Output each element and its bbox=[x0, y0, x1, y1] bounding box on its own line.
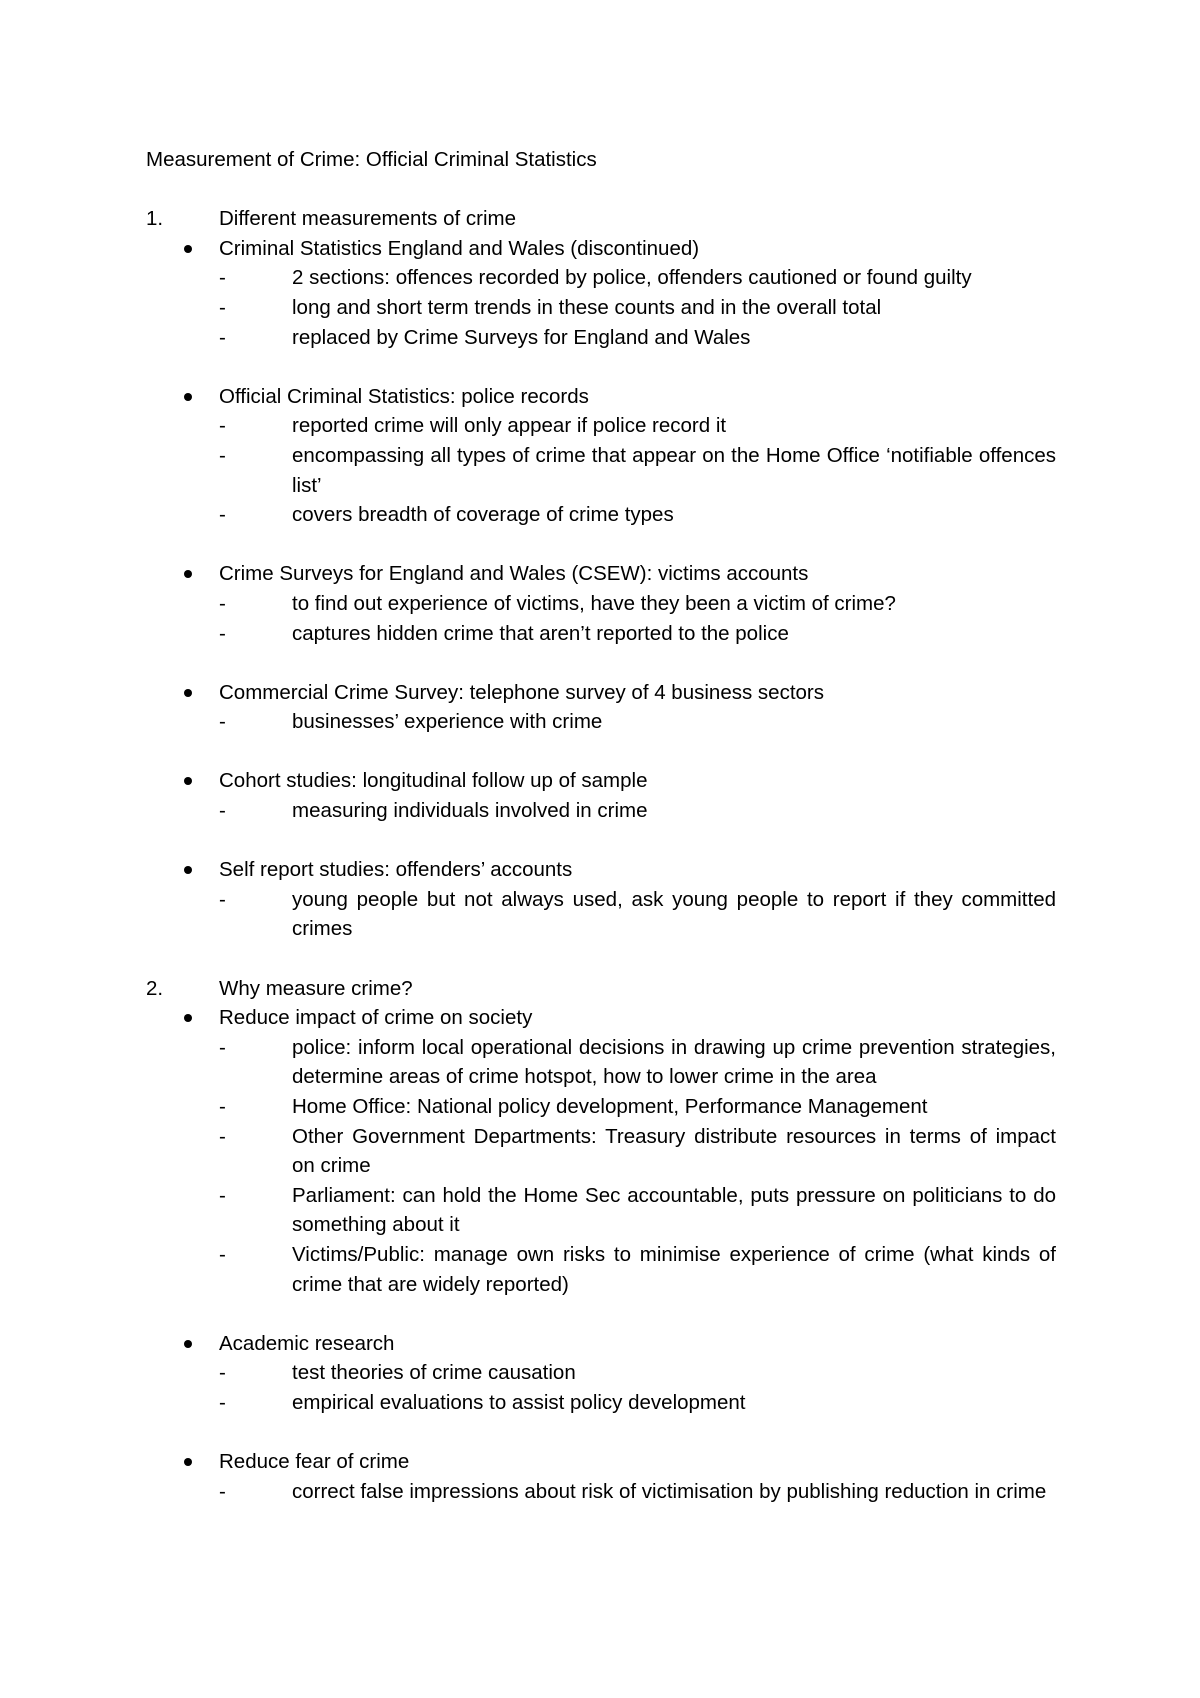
dash-icon: - bbox=[219, 1183, 226, 1207]
sub-item-text: empirical evaluations to assist policy development bbox=[292, 1390, 746, 1414]
dash-icon: - bbox=[219, 621, 226, 645]
bullet-icon bbox=[184, 393, 192, 401]
bullet-icon bbox=[184, 1340, 192, 1348]
dash-icon: - bbox=[219, 1242, 226, 1266]
sub-item bbox=[146, 1122, 1056, 1181]
sub-item-text: Parliament: can hold the Home Sec accountable, puts pressure on politicians to do something about it bbox=[292, 1183, 1056, 1237]
bullet-text: Crime Surveys for England and Wales (CSEW): victims accounts bbox=[219, 562, 809, 586]
dash-icon: - bbox=[219, 1479, 226, 1503]
sub-item bbox=[146, 263, 1056, 293]
section-number: 2. bbox=[146, 976, 164, 1000]
document-title: Measurement of Crime: Official Criminal Statistics bbox=[146, 148, 597, 171]
section-1 bbox=[146, 204, 1056, 944]
sub-item-text: young people but not always used, ask young people to report if they committed crimes bbox=[292, 887, 1056, 941]
bullet-group bbox=[146, 766, 1056, 825]
sub-item bbox=[146, 1092, 1056, 1122]
sub-item-text: test theories of crime causation bbox=[292, 1361, 576, 1385]
bullet-group bbox=[146, 1329, 1056, 1418]
bullet-icon bbox=[184, 570, 192, 578]
section-heading bbox=[146, 204, 1056, 234]
sub-item bbox=[146, 323, 1056, 353]
bullet-icon bbox=[184, 1458, 192, 1466]
sub-item bbox=[146, 1033, 1056, 1092]
bullet-text: Self report studies: offenders’ accounts bbox=[219, 858, 573, 882]
sub-item bbox=[146, 619, 1056, 649]
section-heading-text: Why measure crime? bbox=[219, 976, 413, 1000]
sub-item-text: Home Office: National policy development, Performance Management bbox=[292, 1095, 928, 1118]
bullet-text: Criminal Statistics England and Wales (discontinued) bbox=[219, 236, 700, 260]
bullet-text: Reduce impact of crime on society bbox=[219, 1006, 533, 1030]
bullet-group bbox=[146, 1003, 1056, 1299]
sub-item-text: encompassing all types of crime that appear on the Home Office ‘notifiable offences list’ bbox=[292, 443, 1056, 497]
dash-icon: - bbox=[219, 325, 226, 349]
sub-item-text: captures hidden crime that aren’t reported to the police bbox=[292, 621, 789, 645]
sub-item-text: covers breadth of coverage of crime types bbox=[292, 503, 674, 527]
sub-item bbox=[146, 1358, 1056, 1388]
section-heading-text: Different measurements of crime bbox=[219, 207, 516, 231]
bullet-group bbox=[146, 855, 1056, 944]
bullet-icon bbox=[184, 689, 192, 697]
dash-icon: - bbox=[219, 887, 226, 911]
sub-item bbox=[146, 500, 1056, 530]
sub-item-text: long and short term trends in these counts and in the overall total bbox=[292, 295, 882, 319]
section-heading bbox=[146, 974, 1056, 1004]
sub-item bbox=[146, 885, 1056, 944]
bullet-group bbox=[146, 678, 1056, 737]
document-body bbox=[146, 145, 1056, 1536]
sub-item-text: reported crime will only appear if police record it bbox=[292, 414, 727, 438]
dash-icon: - bbox=[219, 295, 226, 319]
sub-item-text: Other Government Departments: Treasury distribute resources in terms of impact on crime bbox=[292, 1124, 1056, 1178]
bullet-item bbox=[146, 382, 1056, 412]
sub-item-text: 2 sections: offences recorded by police, offenders cautioned or found guilty bbox=[292, 266, 972, 290]
dash-icon: - bbox=[219, 443, 226, 467]
sub-item bbox=[146, 707, 1056, 737]
sub-item-text: measuring individuals involved in crime bbox=[292, 799, 648, 823]
sub-item-text: Victims/Public: manage own risks to minimise experience of crime (what kinds of crime that are widely reported) bbox=[292, 1242, 1056, 1296]
sub-item bbox=[146, 1477, 1056, 1507]
bullet-group bbox=[146, 234, 1056, 352]
sub-item bbox=[146, 589, 1056, 619]
bullet-text: Academic research bbox=[219, 1331, 395, 1355]
bullet-icon bbox=[184, 866, 192, 874]
bullet-text: Cohort studies: longitudinal follow up of sample bbox=[219, 769, 648, 793]
sub-item bbox=[146, 293, 1056, 323]
bullet-group bbox=[146, 1447, 1056, 1506]
bullet-icon bbox=[184, 245, 192, 253]
sub-item bbox=[146, 441, 1056, 500]
sub-item-text: correct false impressions about risk of victimisation by publishing reduction in crime bbox=[292, 1479, 1047, 1503]
bullet-text: Reduce fear of crime bbox=[219, 1450, 410, 1474]
dash-icon: - bbox=[219, 1390, 226, 1414]
bullet-item bbox=[146, 855, 1056, 885]
bullet-item bbox=[146, 234, 1056, 264]
dash-icon: - bbox=[219, 414, 226, 438]
bullet-item bbox=[146, 1329, 1056, 1359]
bullet-item bbox=[146, 766, 1056, 796]
bullet-text: Official Criminal Statistics: police records bbox=[219, 384, 589, 408]
dash-icon: - bbox=[219, 710, 226, 734]
sub-item bbox=[146, 1240, 1056, 1299]
dash-icon: - bbox=[219, 503, 226, 527]
bullet-item bbox=[146, 1447, 1056, 1477]
sub-item bbox=[146, 796, 1056, 826]
sub-item-text: businesses’ experience with crime bbox=[292, 710, 603, 734]
bullet-item bbox=[146, 559, 1056, 589]
bullet-text: Commercial Crime Survey: telephone survey of 4 business sectors bbox=[219, 680, 824, 704]
bullet-icon bbox=[184, 1014, 192, 1022]
dash-icon: - bbox=[219, 799, 226, 823]
dash-icon: - bbox=[219, 1361, 226, 1385]
sub-item-text: police: inform local operational decisions in drawing up crime prevention strategies, determine areas of crime hotspot, how to lower crime in the area bbox=[292, 1035, 1056, 1089]
dash-icon: - bbox=[219, 1035, 226, 1059]
bullet-group bbox=[146, 382, 1056, 530]
bullet-group bbox=[146, 559, 1056, 648]
section-number: 1. bbox=[146, 207, 164, 231]
dash-icon: - bbox=[219, 591, 226, 615]
bullet-icon bbox=[184, 777, 192, 785]
sub-item-text: to find out experience of victims, have they been a victim of crime? bbox=[292, 591, 896, 615]
sub-item bbox=[146, 411, 1056, 441]
section-2 bbox=[146, 974, 1056, 1507]
dash-icon: - bbox=[219, 1095, 226, 1118]
dash-icon: - bbox=[219, 266, 226, 290]
sub-item bbox=[146, 1181, 1056, 1240]
dash-icon: - bbox=[219, 1124, 226, 1148]
sub-item bbox=[146, 1388, 1056, 1418]
sub-item-text: replaced by Crime Surveys for England and Wales bbox=[292, 325, 751, 349]
bullet-item bbox=[146, 678, 1056, 708]
bullet-item bbox=[146, 1003, 1056, 1033]
